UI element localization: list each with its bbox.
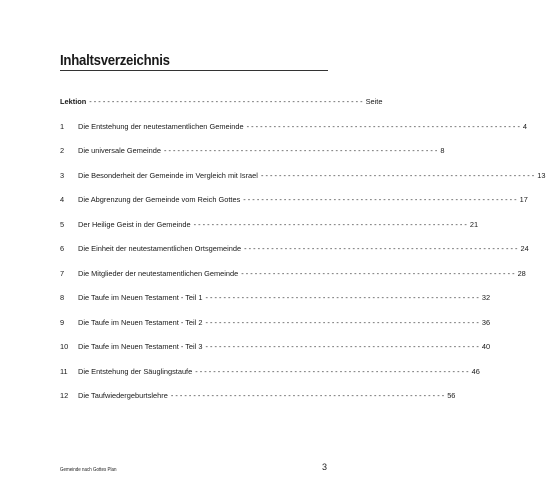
toc-entry-page: 4 <box>522 121 528 131</box>
toc-entry-number: 10 <box>60 342 69 351</box>
toc-entry-number: 2 <box>60 146 65 155</box>
footer-book-title: Gemeinde nach Gottes Plan <box>60 467 117 473</box>
toc-entry <box>60 120 528 134</box>
toc-entry-title: Die Taufe im Neuen Testament - Teil 2 <box>78 317 203 327</box>
toc-entry-page: 17 <box>519 195 528 204</box>
toc-entry-title: Die Taufe im Neuen Testament - Teil 1 <box>78 293 203 302</box>
toc-entry-page: 40 <box>481 342 491 351</box>
toc-entry-title: Die Besonderheit der Gemeinde im Vergleich mit Israel <box>78 170 258 180</box>
toc-entry-number: 11 <box>60 366 68 376</box>
toc-leader: - - - - - - - - - - - - - - - - - - - - - - - - - - - - - - - - - - - - - - - - - - - - - - - - - - - - - - - - - - - - - <box>193 219 467 229</box>
toc-entry-title: Die Entstehung der Säuglingstaufe <box>78 366 193 376</box>
toc-entry-number: 9 <box>60 317 65 327</box>
toc-entry-number: 12 <box>60 391 69 400</box>
toc-entry-number: 8 <box>60 293 65 302</box>
toc-header-seite: Seite <box>365 97 383 106</box>
toc-entry-number: 7 <box>60 268 65 278</box>
toc-entry-number: 3 <box>60 170 65 180</box>
toc-leader: - - - - - - - - - - - - - - - - - - - - - - - - - - - - - - - - - - - - - - - - - - - - - - - - - - - - - - - - - - - - - <box>260 170 535 180</box>
toc-entry-title: Die Mitglieder der neutestamentlichen Gemeinde <box>78 268 239 278</box>
toc-entry <box>60 316 491 330</box>
toc-entry <box>60 218 479 232</box>
toc-leader: - - - - - - - - - - - - - - - - - - - - - - - - - - - - - - - - - - - - - - - - - - - - - - - - - - - - - - - - - - - - - <box>243 195 517 204</box>
toc-entry-number: 4 <box>60 195 65 204</box>
toc-header-lektion: Lektion <box>60 97 87 106</box>
toc-entry-page: 32 <box>481 293 491 302</box>
toc-entry <box>60 242 529 256</box>
toc-entry <box>60 291 491 305</box>
toc-entry-page: 28 <box>517 268 526 278</box>
toc-entry-title: Der Heilige Geist in der Gemeinde <box>78 219 191 229</box>
toc-entry-page: 8 <box>440 146 445 155</box>
toc-leader: - - - - - - - - - - - - - - - - - - - - - - - - - - - - - - - - - - - - - - - - - - - - - - - - - - - - - - - - - - - - - <box>246 121 520 131</box>
toc-entry-page: 24 <box>520 244 529 253</box>
toc-entry-title: Die Einheit der neutestamentlichen Ortsgemeinde <box>78 244 242 253</box>
toc-entry-title: Die Entstehung der neutestamentlichen Gemeinde <box>78 121 244 131</box>
toc-leader: - - - - - - - - - - - - - - - - - - - - - - - - - - - - - - - - - - - - - - - - - - - - - - - - - - - - - - - - - - - - - <box>205 317 479 327</box>
toc-leader: - - - - - - - - - - - - - - - - - - - - - - - - - - - - - - - - - - - - - - - - - - - - - - - - - - - - - - - - - - - - - <box>205 342 479 351</box>
toc-header-row <box>60 95 383 109</box>
toc-entry <box>60 267 526 281</box>
toc-entry <box>60 169 546 183</box>
toc-entry <box>60 144 445 158</box>
toc-entry <box>60 193 528 207</box>
toc-leader: - - - - - - - - - - - - - - - - - - - - - - - - - - - - - - - - - - - - - - - - - - - - - - - - - - - - - - - - - - - - - <box>89 97 363 106</box>
toc-leader: - - - - - - - - - - - - - - - - - - - - - - - - - - - - - - - - - - - - - - - - - - - - - - - - - - - - - - - - - - - - - <box>195 366 469 376</box>
toc-leader: - - - - - - - - - - - - - - - - - - - - - - - - - - - - - - - - - - - - - - - - - - - - - - - - - - - - - - - - - - - - - <box>163 146 438 155</box>
toc-entry <box>60 340 491 354</box>
toc-entry-page: 13 <box>537 170 546 180</box>
toc-entry-title: Die Taufe im Neuen Testament - Teil 3 <box>78 342 203 351</box>
toc-leader: - - - - - - - - - - - - - - - - - - - - - - - - - - - - - - - - - - - - - - - - - - - - - - - - - - - - - - - - - - - - - <box>244 244 518 253</box>
toc-entry-number: 5 <box>60 219 65 229</box>
page-title: Inhaltsverzeichnis <box>60 52 170 69</box>
toc-entry-page: 36 <box>481 317 491 327</box>
toc-entry-page: 46 <box>471 366 480 376</box>
toc-entry <box>60 389 456 403</box>
footer-page-number: 3 <box>322 462 328 472</box>
toc-leader: - - - - - - - - - - - - - - - - - - - - - - - - - - - - - - - - - - - - - - - - - - - - - - - - - - - - - - - - - - - - - <box>205 293 479 302</box>
toc-leader: - - - - - - - - - - - - - - - - - - - - - - - - - - - - - - - - - - - - - - - - - - - - - - - - - - - - - - - - - - - - - <box>241 268 515 278</box>
toc-entry-page: 21 <box>469 219 479 229</box>
toc-entry-page: 56 <box>447 391 456 400</box>
toc-entry-number: 6 <box>60 244 65 253</box>
toc-entry-title: Die Abgrenzung der Gemeinde vom Reich Gottes <box>78 195 241 204</box>
toc-entry-title: Die Taufwiedergeburtslehre <box>78 391 168 400</box>
toc-leader: - - - - - - - - - - - - - - - - - - - - - - - - - - - - - - - - - - - - - - - - - - - - - - - - - - - - - - - - - - - - - <box>170 391 445 400</box>
title-rule <box>60 70 328 71</box>
toc-entry <box>60 365 480 379</box>
toc-entry-number: 1 <box>60 121 65 131</box>
toc-entry-title: Die universale Gemeinde <box>78 146 161 155</box>
